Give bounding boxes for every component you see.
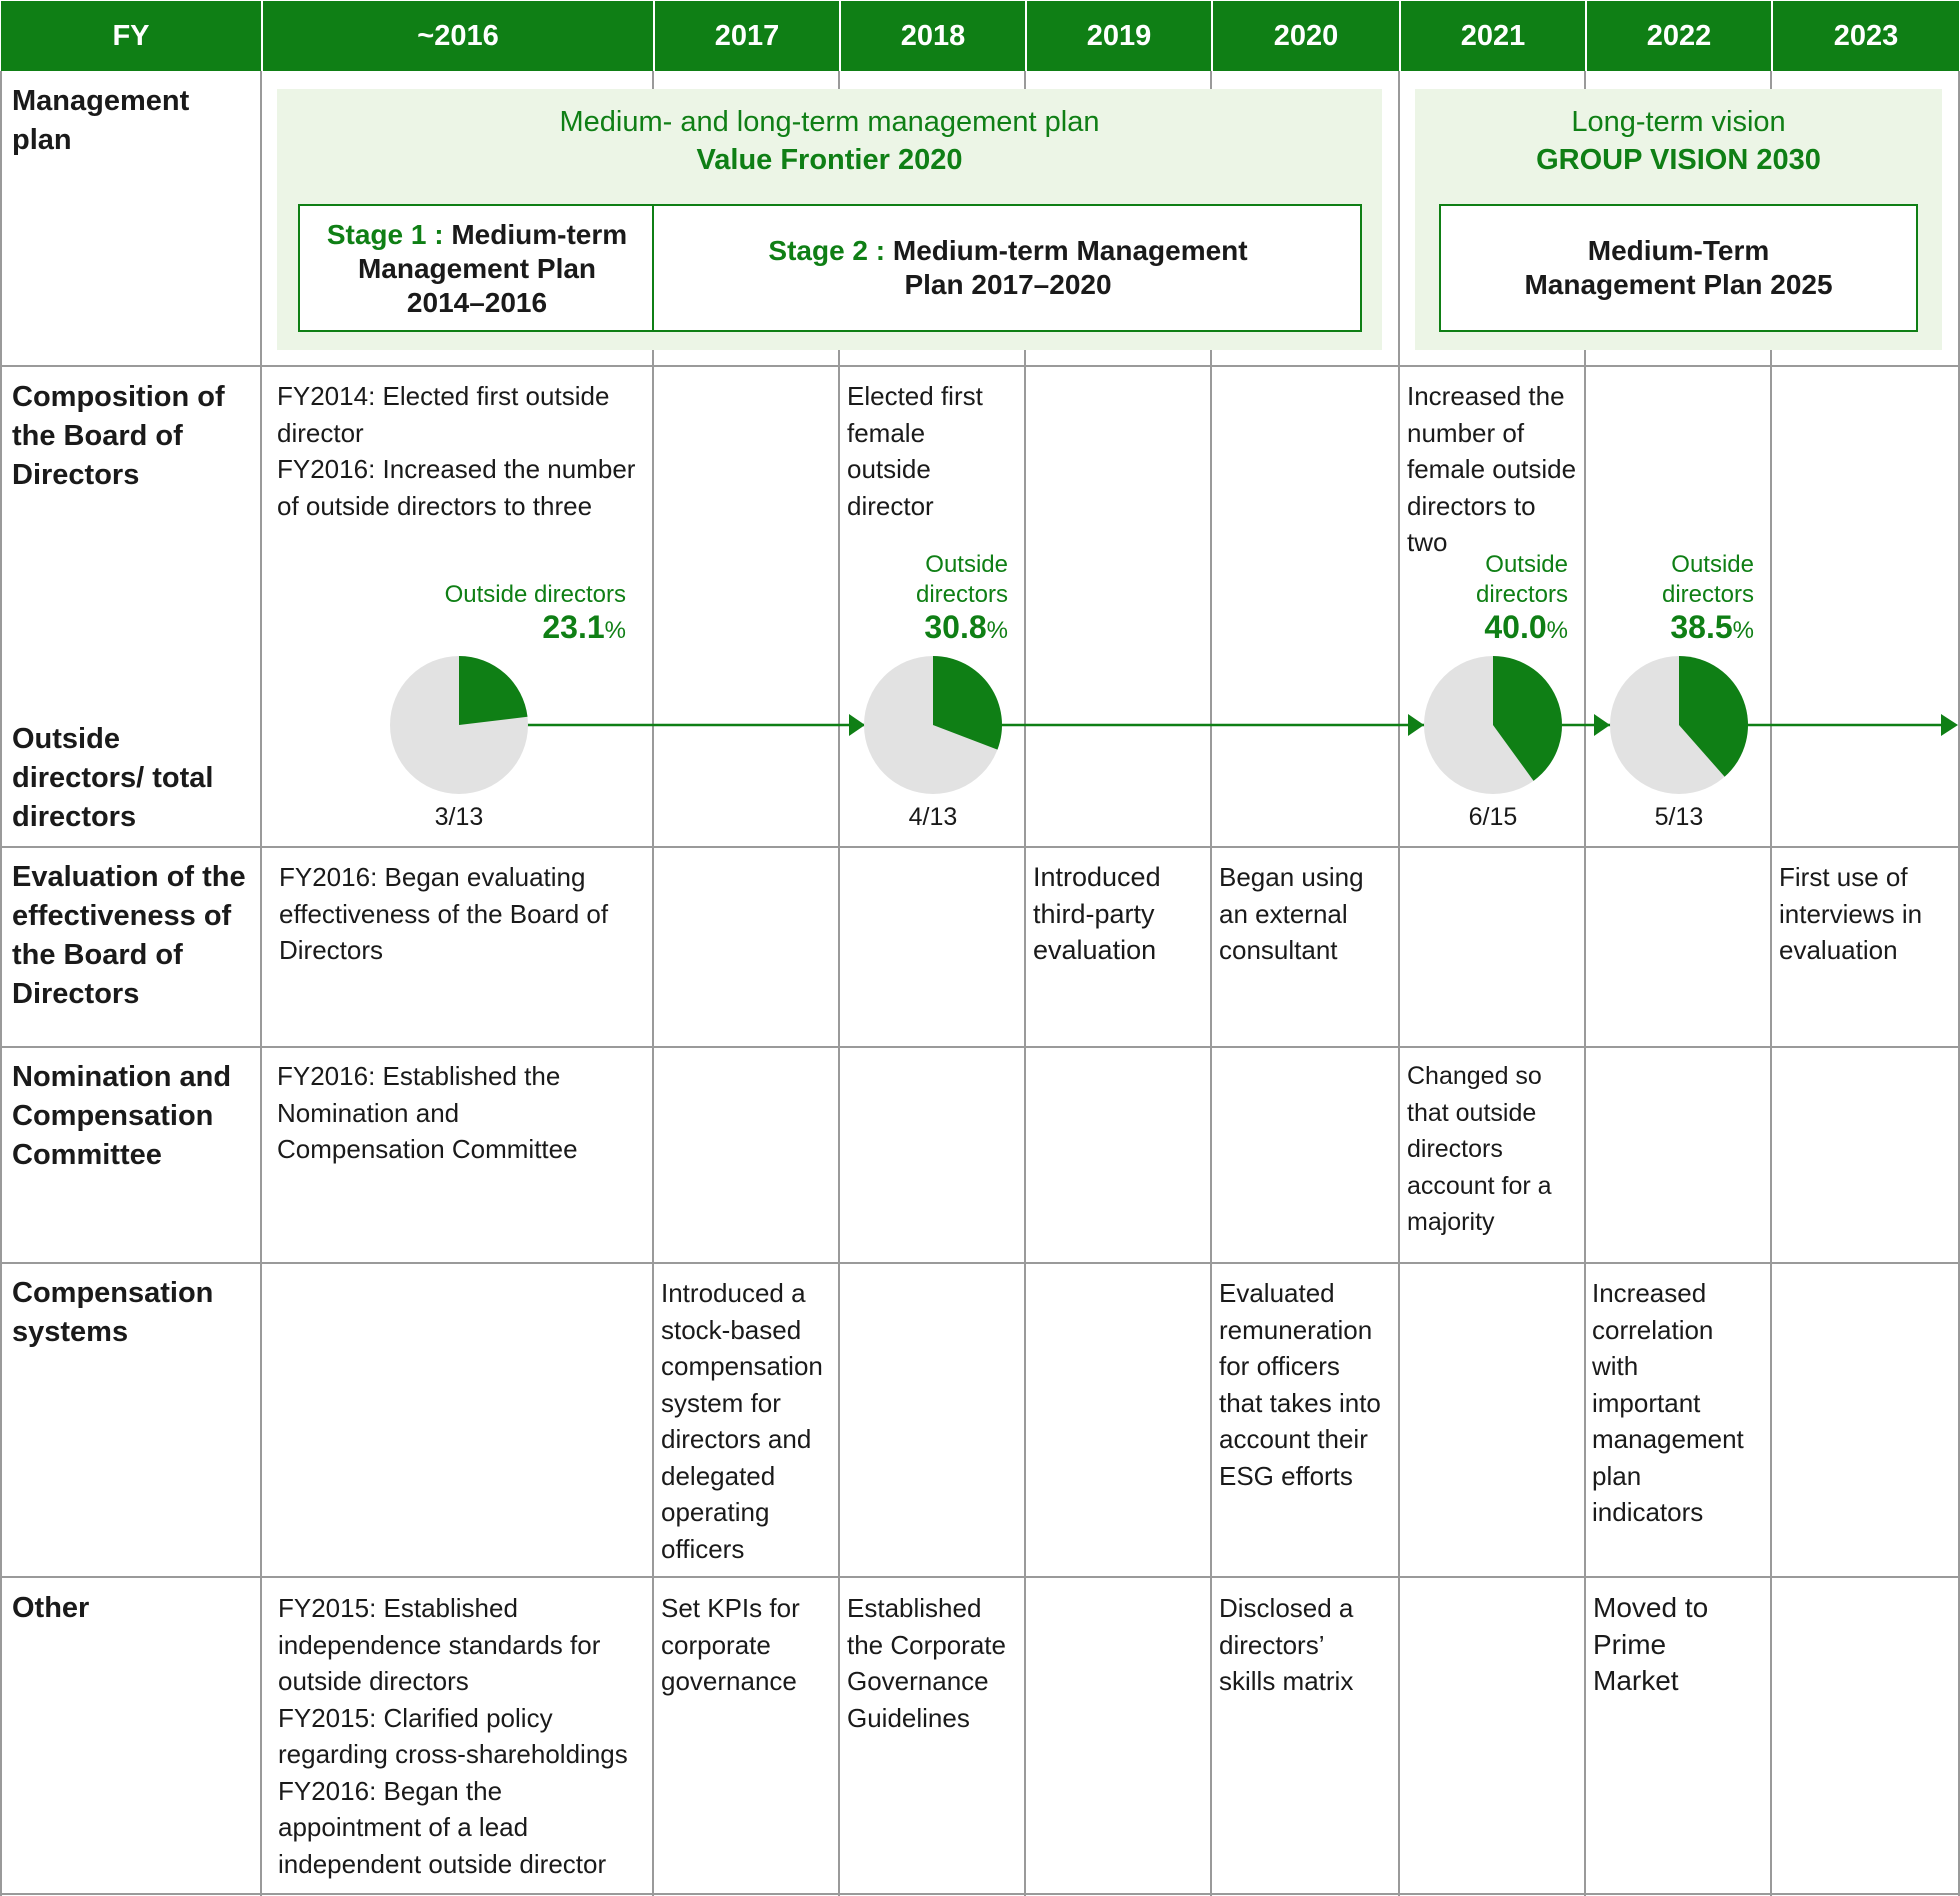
header-fy: FY bbox=[1, 1, 261, 71]
text-line: management bbox=[1592, 1424, 1744, 1454]
text-line: regarding cross-shareholdings bbox=[278, 1739, 628, 1769]
evaluation-2020 bbox=[1219, 859, 1364, 969]
percent-unit: % bbox=[1546, 617, 1568, 644]
text-line: compensation bbox=[661, 1351, 823, 1381]
caption-line: Outside bbox=[1485, 551, 1568, 578]
other-2022 bbox=[1593, 1590, 1708, 1700]
text-line: two bbox=[1407, 527, 1448, 557]
header-year-2016: ~2016 bbox=[261, 1, 653, 71]
text-line: Disclosed a bbox=[1219, 1593, 1354, 1623]
text-line: account their bbox=[1219, 1424, 1368, 1454]
text-line: outside bbox=[847, 454, 931, 484]
compensation-2020 bbox=[1219, 1275, 1381, 1494]
text-line: correlation bbox=[1592, 1314, 1714, 1345]
group-vision-subtitle: Long-term vision bbox=[1571, 106, 1786, 138]
pie-fraction-2016: 3/13 bbox=[434, 803, 484, 831]
text-line: Changed so bbox=[1407, 1062, 1542, 1090]
stage-1-line2: Management Plan bbox=[357, 253, 597, 284]
row-label-outside-total: Outside directors/ total directors bbox=[12, 723, 214, 833]
row-divider bbox=[0, 1893, 1960, 1895]
caption-line: Outside bbox=[925, 551, 1008, 578]
text-line: effectiveness of the Board of bbox=[279, 898, 609, 929]
outside-directors-pies bbox=[0, 0, 1960, 846]
text-line: Began using bbox=[1219, 862, 1364, 892]
text-line: majority bbox=[1407, 1208, 1495, 1236]
header-year-2018: 2018 bbox=[839, 1, 1025, 71]
text-line: independence standards for bbox=[278, 1629, 601, 1660]
text-line: remuneration bbox=[1219, 1314, 1373, 1345]
text-line: FY2016: Established the bbox=[277, 1061, 561, 1091]
text-line: female bbox=[847, 417, 926, 448]
text-line: officers bbox=[661, 1533, 745, 1564]
group-vision-title: GROUP VISION 2030 bbox=[1536, 144, 1821, 176]
evaluation-2023 bbox=[1779, 859, 1922, 969]
percent-unit: % bbox=[604, 617, 626, 644]
text-line: indicators bbox=[1592, 1497, 1704, 1527]
text-line: operating bbox=[661, 1497, 770, 1527]
pie-outside-directors-slice bbox=[459, 656, 528, 725]
text-line: female outside bbox=[1407, 454, 1577, 484]
row-label-compensation: Compensation systems bbox=[12, 1277, 214, 1348]
text-line: FY2015: Clarified policy bbox=[278, 1702, 553, 1733]
caption-line: directors bbox=[1661, 581, 1754, 608]
caption-line: directors bbox=[915, 581, 1008, 608]
stage-2-label: Stage 2 : bbox=[768, 235, 886, 266]
row-divider bbox=[0, 846, 1960, 848]
text-line: FY2016: Began evaluating bbox=[279, 862, 586, 892]
other-2016 bbox=[278, 1590, 628, 1882]
row-divider bbox=[0, 1262, 1960, 1264]
arrow-head bbox=[1594, 714, 1610, 736]
stage-1-name: Medium-term bbox=[451, 219, 628, 250]
text-line: skills matrix bbox=[1219, 1666, 1354, 1696]
percent-unit: % bbox=[986, 617, 1008, 644]
arrow-head bbox=[1408, 714, 1424, 736]
percent-value: 40.0 bbox=[1484, 609, 1547, 645]
text-line: important bbox=[1592, 1387, 1701, 1418]
value-frontier-subtitle: Medium- and long-term management plan bbox=[559, 106, 1100, 138]
text-line: for officers bbox=[1219, 1351, 1340, 1381]
text-line: outside directors bbox=[278, 1666, 469, 1696]
text-line: corporate bbox=[661, 1629, 771, 1660]
text-line: Set KPIs for bbox=[661, 1593, 800, 1623]
header-year-2021: 2021 bbox=[1399, 1, 1585, 71]
text-line: delegated bbox=[661, 1460, 776, 1491]
text-line: Evaluated bbox=[1219, 1278, 1335, 1308]
mtp2025-line2: Management Plan 2025 bbox=[1524, 269, 1833, 300]
text-line: Introduced bbox=[1033, 862, 1161, 892]
evaluation-2016 bbox=[279, 859, 608, 969]
text-line: stock-based bbox=[661, 1314, 802, 1345]
other-2017 bbox=[661, 1590, 800, 1700]
text-line: Increased bbox=[1592, 1278, 1707, 1308]
caption-line: Outside bbox=[1671, 551, 1754, 578]
row-label-nomination: Nomination and Compensation Committee bbox=[12, 1061, 232, 1171]
mtp2025-line1: Medium-Term bbox=[1587, 235, 1770, 266]
text-line: of outside directors to three bbox=[277, 490, 593, 521]
pie-fraction-2018: 4/13 bbox=[908, 803, 958, 831]
text-line: Prime bbox=[1593, 1628, 1667, 1660]
text-line: Governance bbox=[847, 1666, 989, 1696]
caption-line: directors bbox=[1475, 581, 1568, 608]
text-line: Introduced a bbox=[661, 1278, 806, 1308]
text-line: appointment of a lead bbox=[278, 1812, 529, 1842]
compensation-2017 bbox=[661, 1275, 823, 1567]
text-line: directors to bbox=[1407, 490, 1536, 521]
arrow-head bbox=[849, 714, 865, 736]
text-line: Directors bbox=[279, 935, 384, 965]
text-line: directors bbox=[1407, 1135, 1503, 1163]
stage-1-line3: 2014–2016 bbox=[406, 287, 548, 318]
text-line: FY2014: Elected first outside bbox=[277, 381, 610, 411]
text-line: Guidelines bbox=[847, 1702, 970, 1733]
text-line: Elected first bbox=[847, 381, 983, 411]
text-line: independent outside director bbox=[278, 1848, 607, 1879]
text-line: directors and bbox=[661, 1424, 812, 1454]
other-2018 bbox=[847, 1590, 1006, 1736]
nomination-2021 bbox=[1407, 1058, 1552, 1241]
text-line: account for a bbox=[1407, 1171, 1552, 1200]
evaluation-2019 bbox=[1033, 859, 1161, 969]
row-label-composition: Composition of the Board of Directors bbox=[12, 381, 225, 491]
text-line: Compensation Committee bbox=[277, 1134, 578, 1164]
text-line: Increased the bbox=[1407, 381, 1565, 411]
stage-2-line2: Plan 2017–2020 bbox=[904, 269, 1112, 300]
header-year-2019: 2019 bbox=[1025, 1, 1211, 71]
percent-value: 38.5 bbox=[1670, 609, 1733, 645]
text-line: consultant bbox=[1219, 935, 1338, 965]
text-line: number of bbox=[1407, 417, 1525, 448]
text-line: FY2016: Began the bbox=[278, 1775, 503, 1806]
row-label-management-plan: Management plan bbox=[12, 85, 190, 156]
text-line: system for bbox=[661, 1387, 781, 1418]
text-line: Nomination and bbox=[277, 1097, 460, 1128]
text-line: interviews in bbox=[1779, 898, 1923, 929]
other-2020 bbox=[1219, 1590, 1353, 1700]
pie-caption-2016: Outside directors bbox=[444, 581, 626, 608]
text-line: that takes into bbox=[1219, 1387, 1381, 1418]
row-label-other: Other bbox=[12, 1592, 90, 1624]
text-line: evaluation bbox=[1779, 935, 1898, 965]
text-line: Established bbox=[847, 1593, 982, 1623]
nomination-2016 bbox=[277, 1058, 578, 1168]
text-line: with bbox=[1592, 1351, 1639, 1381]
text-line: ESG efforts bbox=[1219, 1460, 1353, 1491]
stage-1-label: Stage 1 : bbox=[326, 219, 444, 250]
text-line: evaluation bbox=[1033, 935, 1157, 965]
value-frontier-title: Value Frontier 2020 bbox=[696, 144, 963, 176]
text-line: FY2016: Increased the number bbox=[277, 454, 636, 484]
text-line: governance bbox=[661, 1666, 797, 1696]
row-divider bbox=[0, 1046, 1960, 1048]
header-year-2017: 2017 bbox=[653, 1, 839, 71]
compensation-2022 bbox=[1592, 1275, 1744, 1531]
text-line: FY2015: Established bbox=[278, 1593, 518, 1623]
text-line: director bbox=[847, 490, 934, 521]
header-year-2023: 2023 bbox=[1771, 1, 1959, 71]
percent-unit: % bbox=[1732, 617, 1754, 644]
row-divider bbox=[0, 1576, 1960, 1578]
text-line: First use of bbox=[1779, 862, 1908, 892]
header-year-2022: 2022 bbox=[1585, 1, 1771, 71]
text-line: plan bbox=[1592, 1460, 1642, 1491]
text-line: that outside bbox=[1407, 1098, 1537, 1127]
pie-fraction-2022: 5/13 bbox=[1654, 803, 1704, 831]
percent-value: 23.1 bbox=[542, 609, 605, 645]
text-line: directors’ bbox=[1219, 1629, 1325, 1660]
text-line: the Corporate bbox=[847, 1629, 1006, 1660]
header-year-2020: 2020 bbox=[1211, 1, 1399, 71]
text-line: Market bbox=[1593, 1665, 1679, 1696]
text-line: an external bbox=[1219, 898, 1348, 929]
pie-fraction-2021: 6/15 bbox=[1468, 803, 1518, 831]
arrow-head bbox=[1941, 714, 1958, 736]
percent-value: 30.8 bbox=[924, 609, 987, 645]
text-line: Moved to bbox=[1593, 1592, 1709, 1623]
text-line: third-party bbox=[1033, 898, 1155, 929]
text-line: director bbox=[277, 417, 364, 448]
row-label-evaluation: Evaluation of the effectiveness of the Board of Directors bbox=[12, 861, 246, 1010]
stage-2-name: Medium-term Management bbox=[892, 235, 1248, 266]
